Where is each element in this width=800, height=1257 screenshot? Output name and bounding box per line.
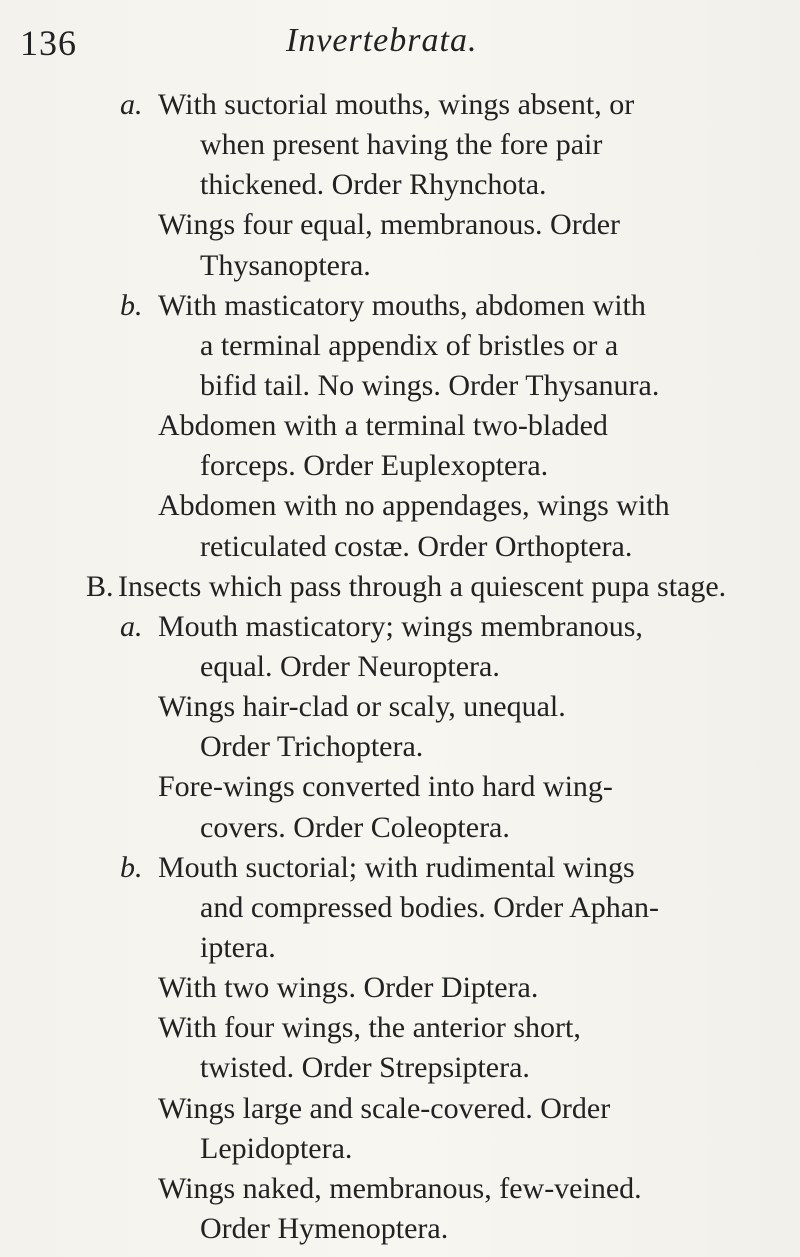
text-line	[120, 88, 728, 122]
line-text: Order Trichoptera.	[200, 730, 424, 763]
text-line	[158, 1172, 642, 1206]
text-line	[158, 971, 538, 1005]
line-text: Fore-wings converted into hard wing-	[158, 770, 613, 803]
line-text: Wings large and scale-covered. Order	[158, 1092, 611, 1125]
line-text: covers. Order Coleoptera.	[200, 811, 510, 844]
text-line	[120, 851, 635, 885]
text-line	[158, 1092, 610, 1126]
line-text: and compressed bodies. Order Aphan-	[200, 891, 660, 924]
text-line	[200, 730, 423, 764]
text-line	[200, 891, 659, 925]
line-text: forceps. Order Euplexoptera.	[200, 449, 549, 482]
line-text: Lepidoptera.	[200, 1132, 353, 1165]
line-text: Order Hymenoptera.	[200, 1212, 449, 1245]
text-line	[200, 530, 632, 564]
line-text: equal. Order Neuroptera.	[200, 650, 500, 683]
text-line	[200, 811, 510, 845]
line-label: a.	[120, 88, 143, 121]
line-text: With two wings. Order Diptera.	[158, 971, 539, 1004]
text-line	[158, 770, 613, 804]
line-label: B.	[86, 570, 114, 603]
line-text: Thysanoptera.	[200, 249, 371, 282]
text-line	[200, 1051, 530, 1085]
text-line	[200, 249, 371, 283]
text-line	[120, 610, 643, 644]
text-line	[200, 931, 276, 965]
line-text: Insects which pass through a quiescent pupa stage.	[118, 570, 727, 603]
line-text: Wings four equal, membranous. Order	[158, 208, 620, 241]
line-text: With four wings, the anterior short,	[158, 1011, 581, 1044]
text-line	[200, 650, 500, 684]
text-line	[200, 1212, 448, 1246]
text-line	[120, 289, 646, 323]
line-label: b.	[120, 851, 143, 884]
line-text: Abdomen with a terminal two-bladed	[158, 409, 608, 442]
page-number: 136	[20, 23, 77, 63]
text-line	[200, 168, 547, 202]
text-line	[158, 409, 608, 443]
line-text: bifid tail. No wings. Order Thysanura.	[200, 369, 660, 402]
line-text: With suctorial mouths, wings absent, or	[158, 88, 635, 121]
line-text: iptera.	[200, 931, 276, 964]
running-title: Invertebrata.	[286, 22, 478, 59]
line-label: a.	[120, 610, 143, 643]
page-header	[20, 22, 780, 72]
line-label: b.	[120, 289, 143, 322]
line-text: Mouth masticatory; wings membranous,	[158, 610, 643, 643]
line-text: Wings hair-clad or scaly, unequal.	[158, 690, 566, 723]
line-text: when present having the fore pair	[200, 128, 603, 161]
line-text: twisted. Order Strepsiptera.	[200, 1051, 530, 1084]
line-text: Wings naked, membranous, few-veined.	[158, 1172, 642, 1205]
text-line	[200, 369, 659, 403]
text-line	[86, 570, 727, 604]
text-line	[200, 449, 548, 483]
line-text: thickened. Order Rhynchota.	[200, 168, 547, 201]
text-line	[158, 208, 620, 242]
text-line	[200, 128, 602, 162]
line-text: With masticatory mouths, abdomen with	[158, 289, 646, 322]
text-line	[200, 329, 618, 363]
line-text: Abdomen with no appendages, wings with	[158, 489, 670, 522]
text-line	[158, 690, 566, 724]
line-text: Mouth suctorial; with rudimental wings	[158, 851, 635, 884]
line-text: reticulated costæ. Order Orthoptera.	[200, 530, 633, 563]
text-line	[158, 489, 670, 523]
text-line	[158, 1011, 581, 1045]
line-text: a terminal appendix of bristles or a	[200, 329, 619, 362]
text-line	[200, 1132, 352, 1166]
